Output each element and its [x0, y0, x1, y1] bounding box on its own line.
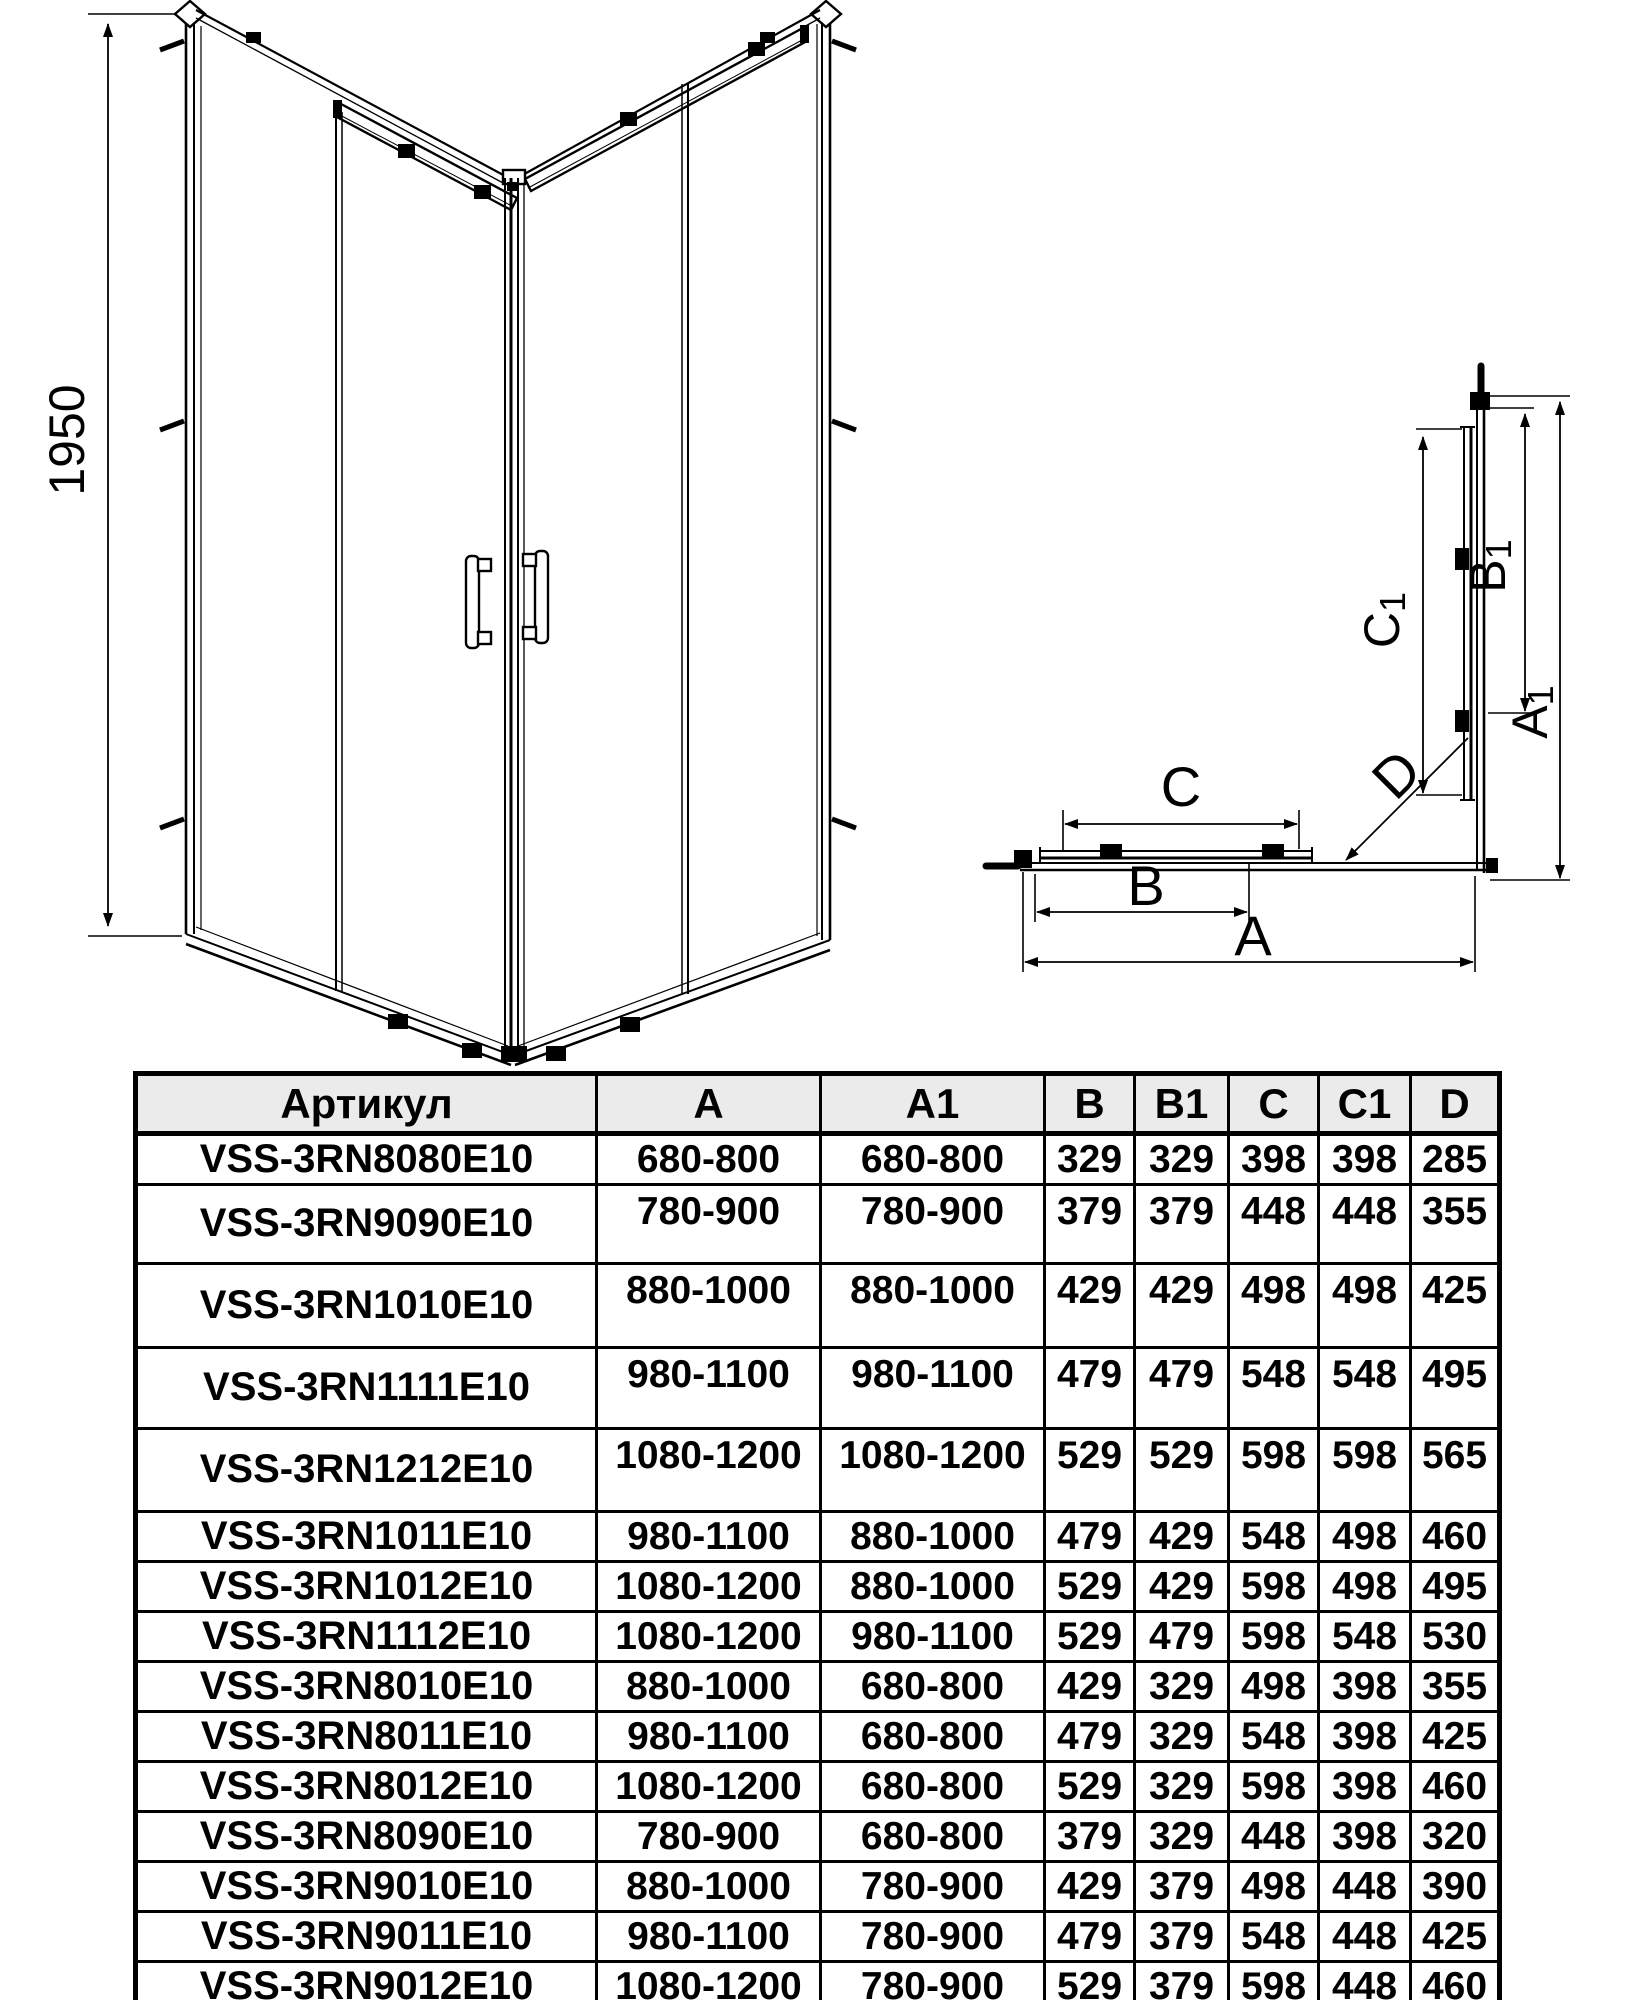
value-cell: 429: [1135, 1264, 1229, 1348]
value-cell: 529: [1045, 1962, 1135, 2000]
value-cell: 479: [1135, 1612, 1229, 1662]
table-row: [136, 1762, 1500, 1812]
value-cell: 780-900: [821, 1962, 1045, 2000]
value-cell: 548: [1229, 1712, 1319, 1762]
plan-right-wall: [1455, 366, 1490, 873]
article-cell: VSS-3RN1011E10: [136, 1512, 597, 1562]
value-cell: 780-900: [821, 1912, 1045, 1962]
value-cell: 529: [1045, 1612, 1135, 1662]
dimension-b1-label: B1: [1460, 539, 1519, 593]
value-cell: 379: [1045, 1185, 1135, 1264]
column-header-b1: B1: [1135, 1074, 1229, 1134]
table-row: [136, 1185, 1500, 1264]
value-cell: 398: [1319, 1762, 1411, 1812]
value-cell: 680-800: [821, 1762, 1045, 1812]
value-cell: 398: [1319, 1712, 1411, 1762]
value-cell: 780-900: [821, 1862, 1045, 1912]
height-dimension-label: 1950: [39, 384, 95, 496]
article-cell: VSS-3RN8090E10: [136, 1812, 597, 1862]
corner-post: [503, 170, 525, 1058]
value-cell: 1080-1200: [597, 1762, 821, 1812]
table-row: [136, 1512, 1500, 1562]
article-cell: VSS-3RN8012E10: [136, 1762, 597, 1812]
dimension-c1-label: C1: [1354, 591, 1413, 649]
table-row: [136, 1962, 1500, 2000]
top-rails: [196, 10, 820, 184]
column-header-a1: A1: [821, 1074, 1045, 1134]
value-cell: 479: [1045, 1712, 1135, 1762]
value-cell: 598: [1319, 1429, 1411, 1512]
value-cell: 598: [1229, 1612, 1319, 1662]
value-cell: 355: [1411, 1185, 1500, 1264]
value-cell: 598: [1229, 1762, 1319, 1812]
left-wall-profile: [160, 1, 205, 934]
value-cell: 448: [1319, 1912, 1411, 1962]
value-cell: 479: [1045, 1348, 1135, 1429]
value-cell: 285: [1411, 1134, 1500, 1185]
value-cell: 429: [1045, 1662, 1135, 1712]
article-cell: VSS-3RN1112E10: [136, 1612, 597, 1662]
value-cell: 548: [1319, 1612, 1411, 1662]
dimension-c-label: C: [1160, 755, 1202, 818]
dimension-b-label: B: [1127, 854, 1165, 917]
article-cell: VSS-3RN8080E10: [136, 1134, 597, 1185]
value-cell: 565: [1411, 1429, 1500, 1512]
value-cell: 980-1100: [821, 1348, 1045, 1429]
article-cell: VSS-3RN9011E10: [136, 1912, 597, 1962]
table-row: [136, 1912, 1500, 1962]
door-handle-right: [523, 551, 548, 643]
value-cell: 495: [1411, 1562, 1500, 1612]
dimension-c1: [1354, 429, 1462, 795]
value-cell: 329: [1045, 1134, 1135, 1185]
value-cell: 379: [1045, 1812, 1135, 1862]
table-row: [136, 1862, 1500, 1912]
value-cell: 495: [1411, 1348, 1500, 1429]
value-cell: 425: [1411, 1912, 1500, 1962]
dimension-a1: [1488, 396, 1570, 880]
value-cell: 498: [1229, 1862, 1319, 1912]
table-row: [136, 1812, 1500, 1862]
value-cell: 448: [1229, 1812, 1319, 1862]
dimension-a1-label: A1: [1502, 685, 1561, 739]
article-cell: VSS-3RN9090E10: [136, 1185, 597, 1264]
value-cell: 329: [1135, 1662, 1229, 1712]
column-header-a: A: [597, 1074, 821, 1134]
value-cell: 498: [1319, 1512, 1411, 1562]
article-cell: VSS-3RN1111E10: [136, 1348, 597, 1429]
column-header-c1: C1: [1319, 1074, 1411, 1134]
value-cell: 1080-1200: [597, 1962, 821, 2000]
table-row: [136, 1712, 1500, 1762]
value-cell: 355: [1411, 1662, 1500, 1712]
value-cell: 880-1000: [821, 1264, 1045, 1348]
value-cell: 980-1100: [597, 1512, 821, 1562]
value-cell: 780-900: [821, 1185, 1045, 1264]
value-cell: 498: [1229, 1662, 1319, 1712]
value-cell: 479: [1045, 1512, 1135, 1562]
value-cell: 329: [1135, 1762, 1229, 1812]
table-row: [136, 1264, 1500, 1348]
table-row: [136, 1348, 1500, 1429]
value-cell: 1080-1200: [597, 1429, 821, 1512]
dimension-c: [1063, 755, 1299, 852]
value-cell: 398: [1229, 1134, 1319, 1185]
value-cell: 398: [1319, 1812, 1411, 1862]
value-cell: 379: [1135, 1912, 1229, 1962]
value-cell: 529: [1045, 1562, 1135, 1612]
value-cell: 1080-1200: [821, 1429, 1045, 1512]
value-cell: 398: [1319, 1134, 1411, 1185]
value-cell: 448: [1319, 1862, 1411, 1912]
value-cell: 390: [1411, 1862, 1500, 1912]
value-cell: 1080-1200: [597, 1612, 821, 1662]
value-cell: 880-1000: [597, 1862, 821, 1912]
value-cell: 680-800: [821, 1712, 1045, 1762]
value-cell: 429: [1045, 1264, 1135, 1348]
height-dimension: [39, 14, 182, 936]
value-cell: 498: [1319, 1562, 1411, 1612]
value-cell: 379: [1135, 1962, 1229, 2000]
dimension-d: [1346, 738, 1468, 860]
value-cell: 398: [1319, 1662, 1411, 1712]
value-cell: 429: [1135, 1562, 1229, 1612]
value-cell: 680-800: [597, 1134, 821, 1185]
dimensions-table: [133, 1071, 1502, 2000]
value-cell: 529: [1045, 1429, 1135, 1512]
column-header-d: D: [1411, 1074, 1500, 1134]
door-track-left: [333, 100, 517, 210]
value-cell: 329: [1135, 1812, 1229, 1862]
article-cell: VSS-3RN1012E10: [136, 1562, 597, 1612]
value-cell: 448: [1229, 1185, 1319, 1264]
right-wall-profile: [811, 1, 856, 940]
value-cell: 460: [1411, 1762, 1500, 1812]
door-handle-left: [466, 556, 491, 648]
value-cell: 780-900: [597, 1812, 821, 1862]
column-header-b: B: [1045, 1074, 1135, 1134]
value-cell: 425: [1411, 1712, 1500, 1762]
dimension-b: [1035, 854, 1249, 922]
value-cell: 448: [1319, 1185, 1411, 1264]
value-cell: 425: [1411, 1264, 1500, 1348]
column-header-article: Артикул: [136, 1074, 597, 1134]
value-cell: 479: [1135, 1348, 1229, 1429]
value-cell: 498: [1319, 1264, 1411, 1348]
article-cell: VSS-3RN1010E10: [136, 1264, 597, 1348]
table-row: [136, 1562, 1500, 1612]
article-cell: VSS-3RN1212E10: [136, 1429, 597, 1512]
value-cell: 529: [1135, 1429, 1229, 1512]
dimension-d-label: D: [1359, 737, 1433, 811]
value-cell: 460: [1411, 1962, 1500, 2000]
article-cell: VSS-3RN8011E10: [136, 1712, 597, 1762]
table-row: [136, 1429, 1500, 1512]
value-cell: 529: [1045, 1762, 1135, 1812]
value-cell: 880-1000: [821, 1512, 1045, 1562]
value-cell: 880-1000: [597, 1264, 821, 1348]
front-view: [39, 1, 856, 1065]
value-cell: 448: [1319, 1962, 1411, 2000]
article-cell: VSS-3RN9012E10: [136, 1962, 597, 2000]
value-cell: 429: [1045, 1862, 1135, 1912]
value-cell: 680-800: [821, 1662, 1045, 1712]
value-cell: 329: [1135, 1712, 1229, 1762]
table-row: [136, 1612, 1500, 1662]
column-header-c: C: [1229, 1074, 1319, 1134]
value-cell: 980-1100: [821, 1612, 1045, 1662]
value-cell: 548: [1229, 1348, 1319, 1429]
value-cell: 980-1100: [597, 1912, 821, 1962]
value-cell: 379: [1135, 1185, 1229, 1264]
value-cell: 320: [1411, 1812, 1500, 1862]
article-cell: VSS-3RN9010E10: [136, 1862, 597, 1912]
value-cell: 460: [1411, 1512, 1500, 1562]
table-row: [136, 1662, 1500, 1712]
value-cell: 329: [1135, 1134, 1229, 1185]
table-header-row: [136, 1074, 1500, 1134]
value-cell: 479: [1045, 1912, 1135, 1962]
value-cell: 598: [1229, 1962, 1319, 2000]
value-cell: 598: [1229, 1429, 1319, 1512]
door-track-right: [525, 25, 809, 191]
value-cell: 880-1000: [597, 1662, 821, 1712]
value-cell: 680-800: [821, 1812, 1045, 1862]
value-cell: 598: [1229, 1562, 1319, 1612]
plan-view: [986, 366, 1570, 972]
value-cell: 379: [1135, 1862, 1229, 1912]
table-row: [136, 1134, 1500, 1185]
value-cell: 429: [1135, 1512, 1229, 1562]
value-cell: 880-1000: [821, 1562, 1045, 1612]
value-cell: 680-800: [821, 1134, 1045, 1185]
value-cell: 780-900: [597, 1185, 821, 1264]
value-cell: 548: [1229, 1912, 1319, 1962]
dimension-a-label: A: [1234, 904, 1272, 967]
value-cell: 1080-1200: [597, 1562, 821, 1612]
value-cell: 548: [1229, 1512, 1319, 1562]
value-cell: 980-1100: [597, 1712, 821, 1762]
bottom-rails: [186, 927, 830, 1065]
value-cell: 548: [1319, 1348, 1411, 1429]
value-cell: 980-1100: [597, 1348, 821, 1429]
article-cell: VSS-3RN8010E10: [136, 1662, 597, 1712]
value-cell: 498: [1229, 1264, 1319, 1348]
value-cell: 530: [1411, 1612, 1500, 1662]
